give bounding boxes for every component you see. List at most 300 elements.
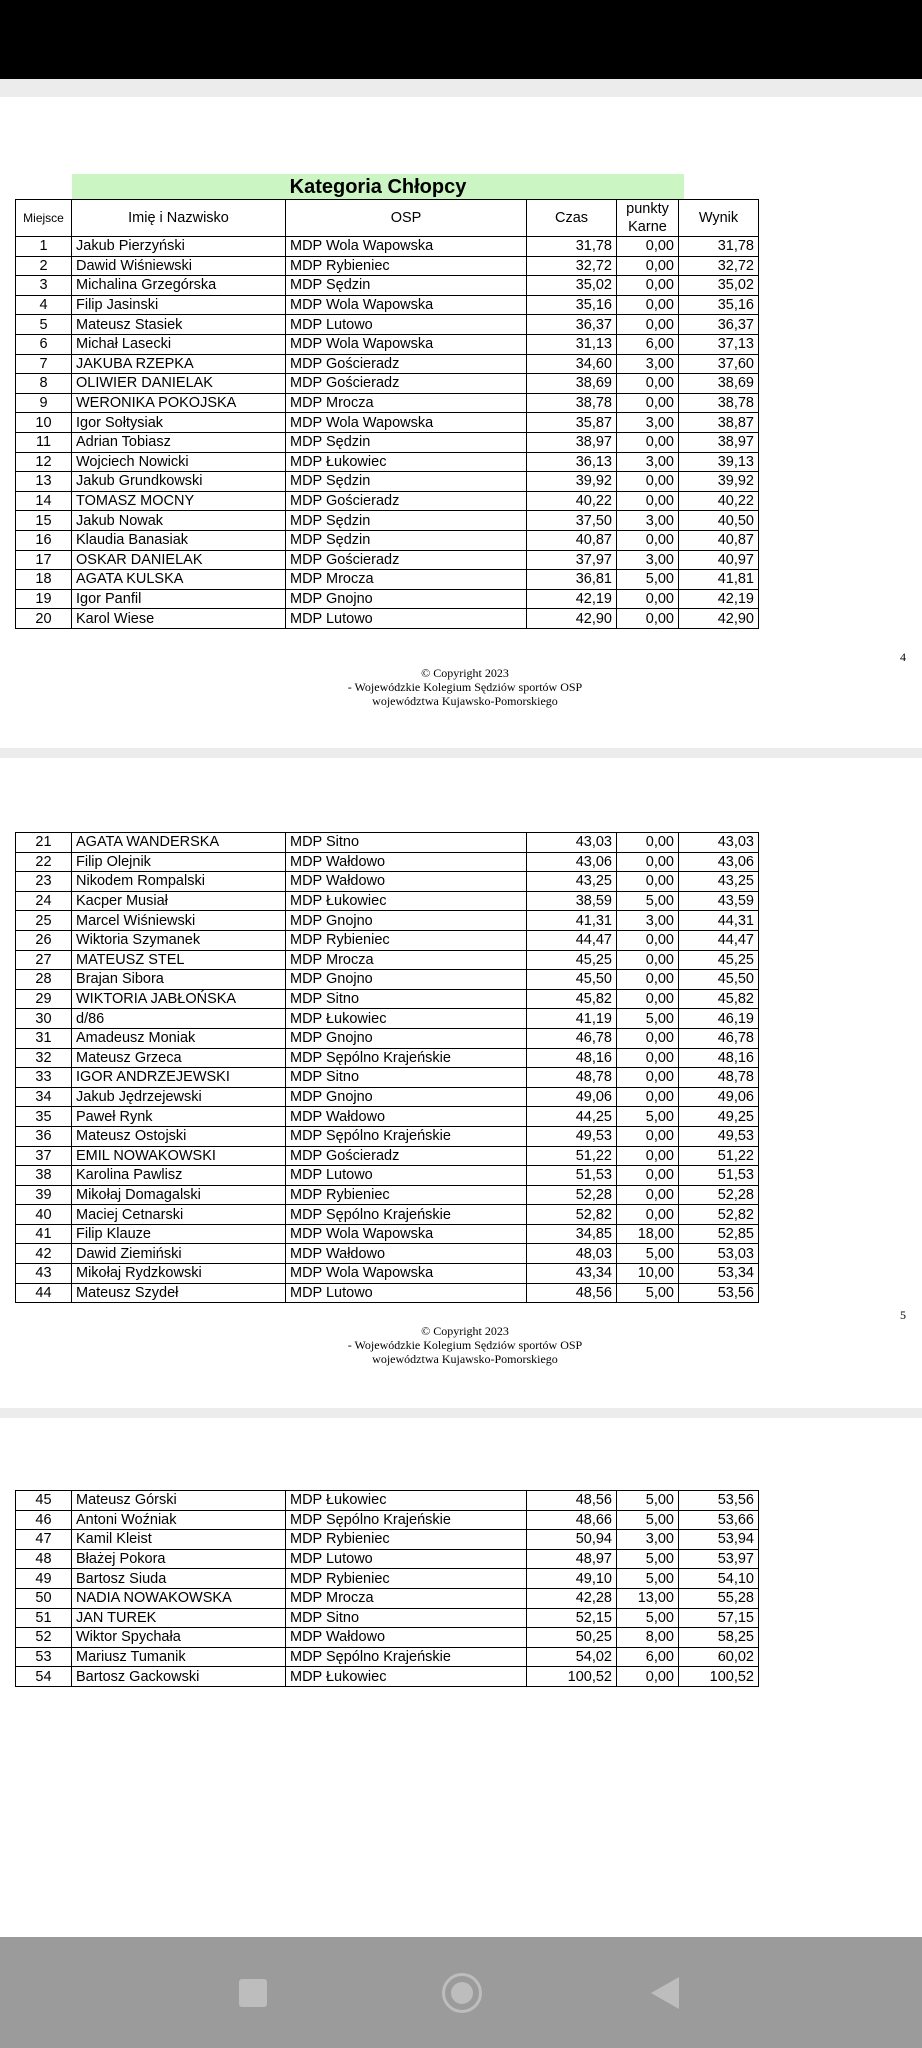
table-row <box>16 491 759 511</box>
table-row <box>16 1510 759 1530</box>
cell-place: 35 <box>16 1107 72 1127</box>
cell-penalty: 0,00 <box>617 491 679 511</box>
footer-line-2: - Wojewódzkie Kolegium Sędziów sportów OSP <box>347 1338 583 1352</box>
cell-result: 53,66 <box>679 1510 759 1530</box>
cell-penalty: 5,00 <box>617 1009 679 1029</box>
cell-name: Adrian Tobiasz <box>72 432 286 452</box>
cell-place: 52 <box>16 1628 72 1648</box>
circle-icon[interactable] <box>442 1973 482 2013</box>
cell-osp: MDP Wola Wapowska <box>286 237 527 257</box>
table-row <box>16 256 759 276</box>
table-row <box>16 911 759 931</box>
cell-name: Wiktoria Szymanek <box>72 930 286 950</box>
cell-name: NADIA NOWAKOWSKA <box>72 1588 286 1608</box>
cell-result: 49,53 <box>679 1126 759 1146</box>
cell-result: 49,25 <box>679 1107 759 1127</box>
cell-penalty: 0,00 <box>617 1205 679 1225</box>
cell-osp: MDP Wola Wapowska <box>286 413 527 433</box>
header-name: Imię i Nazwisko <box>72 200 286 237</box>
cell-time: 42,28 <box>527 1588 617 1608</box>
cell-time: 49,53 <box>527 1126 617 1146</box>
cell-place: 1 <box>16 237 72 257</box>
cell-osp: MDP Mrocza <box>286 570 527 590</box>
cell-name: Michał Lasecki <box>72 334 286 354</box>
cell-name: Bartosz Gackowski <box>72 1667 286 1687</box>
footer-line-2: - Wojewódzkie Kolegium Sędziów sportów OSP <box>347 680 583 694</box>
table-row <box>16 833 759 853</box>
cell-time: 52,82 <box>527 1205 617 1225</box>
cell-time: 34,85 <box>527 1224 617 1244</box>
cell-time: 39,92 <box>527 472 617 492</box>
cell-place: 46 <box>16 1510 72 1530</box>
results-table-page-5 <box>15 832 759 1303</box>
cell-osp: MDP Lutowo <box>286 315 527 335</box>
cell-result: 37,13 <box>679 334 759 354</box>
cell-time: 100,52 <box>527 1667 617 1687</box>
cell-name: Mateusz Górski <box>72 1491 286 1511</box>
cell-place: 45 <box>16 1491 72 1511</box>
footer-line-3: województwa Kujawsko-Pomorskiego <box>372 694 558 708</box>
cell-time: 38,97 <box>527 432 617 452</box>
cell-place: 38 <box>16 1166 72 1186</box>
cell-name: Marcel Wiśniewski <box>72 911 286 931</box>
results-table-page-6 <box>15 1490 759 1687</box>
table-row <box>16 1628 759 1648</box>
cell-penalty: 5,00 <box>617 1283 679 1303</box>
cell-place: 29 <box>16 989 72 1009</box>
table-row <box>16 930 759 950</box>
cell-name: Mikołaj Rydzkowski <box>72 1264 286 1284</box>
table-row <box>16 276 759 296</box>
cell-penalty: 0,00 <box>617 609 679 629</box>
cell-name: Mateusz Stasiek <box>72 315 286 335</box>
cell-penalty: 0,00 <box>617 472 679 492</box>
cell-time: 37,50 <box>527 511 617 531</box>
cell-penalty: 6,00 <box>617 1647 679 1667</box>
cell-name: Jakub Grundkowski <box>72 472 286 492</box>
cell-result: 54,10 <box>679 1569 759 1589</box>
table-row <box>16 872 759 892</box>
cell-place: 54 <box>16 1667 72 1687</box>
table-row <box>16 1588 759 1608</box>
cell-penalty: 3,00 <box>617 911 679 931</box>
table-row <box>16 315 759 335</box>
cell-osp: MDP Rybieniec <box>286 930 527 950</box>
cell-name: Dawid Ziemiński <box>72 1244 286 1264</box>
cell-place: 50 <box>16 1588 72 1608</box>
table-row <box>16 1185 759 1205</box>
cell-place: 8 <box>16 374 72 394</box>
cell-time: 43,25 <box>527 872 617 892</box>
cell-penalty: 0,00 <box>617 1166 679 1186</box>
cell-time: 43,34 <box>527 1264 617 1284</box>
table-row <box>16 589 759 609</box>
cell-name: OLIWIER DANIELAK <box>72 374 286 394</box>
cell-place: 12 <box>16 452 72 472</box>
cell-result: 43,06 <box>679 852 759 872</box>
cell-name: JAKUBA RZEPKA <box>72 354 286 374</box>
cell-name: Mariusz Tumanik <box>72 1647 286 1667</box>
cell-place: 14 <box>16 491 72 511</box>
cell-result: 49,06 <box>679 1087 759 1107</box>
cell-name: IGOR ANDRZEJEWSKI <box>72 1068 286 1088</box>
cell-time: 40,87 <box>527 530 617 550</box>
cell-time: 48,56 <box>527 1283 617 1303</box>
table-row <box>16 1009 759 1029</box>
cell-penalty: 5,00 <box>617 1107 679 1127</box>
cell-result: 53,56 <box>679 1283 759 1303</box>
cell-name: Karolina Pawlisz <box>72 1166 286 1186</box>
cell-penalty: 5,00 <box>617 891 679 911</box>
cell-osp: MDP Gnojno <box>286 1087 527 1107</box>
cell-place: 21 <box>16 833 72 853</box>
cell-place: 36 <box>16 1126 72 1146</box>
cell-osp: MDP Sitno <box>286 989 527 1009</box>
header-result: Wynik <box>679 200 759 237</box>
cell-time: 35,02 <box>527 276 617 296</box>
category-title: Kategoria Chłopcy <box>72 174 684 200</box>
cell-penalty: 0,00 <box>617 1087 679 1107</box>
cell-result: 42,19 <box>679 589 759 609</box>
cell-place: 11 <box>16 432 72 452</box>
cell-penalty: 0,00 <box>617 432 679 452</box>
cell-place: 27 <box>16 950 72 970</box>
table-row <box>16 472 759 492</box>
cell-result: 51,22 <box>679 1146 759 1166</box>
table-row <box>16 354 759 374</box>
footer-copyright: © Copyright 2023 <box>421 666 509 680</box>
cell-penalty: 5,00 <box>617 1244 679 1264</box>
cell-name: AGATA WANDERSKA <box>72 833 286 853</box>
cell-result: 53,97 <box>679 1549 759 1569</box>
cell-osp: MDP Łukowiec <box>286 1491 527 1511</box>
cell-result: 53,94 <box>679 1530 759 1550</box>
table-row <box>16 1283 759 1303</box>
cell-place: 32 <box>16 1048 72 1068</box>
cell-place: 18 <box>16 570 72 590</box>
cell-place: 19 <box>16 589 72 609</box>
cell-result: 58,25 <box>679 1628 759 1648</box>
table-row <box>16 1608 759 1628</box>
cell-penalty: 0,00 <box>617 833 679 853</box>
cell-penalty: 0,00 <box>617 589 679 609</box>
cell-osp: MDP Wałdowo <box>286 852 527 872</box>
cell-time: 48,56 <box>527 1491 617 1511</box>
cell-place: 43 <box>16 1264 72 1284</box>
cell-result: 40,22 <box>679 491 759 511</box>
cell-time: 36,81 <box>527 570 617 590</box>
cell-place: 10 <box>16 413 72 433</box>
cell-name: Błażej Pokora <box>72 1549 286 1569</box>
cell-penalty: 0,00 <box>617 393 679 413</box>
cell-name: Maciej Cetnarski <box>72 1205 286 1225</box>
table-header-row <box>16 200 759 237</box>
cell-place: 7 <box>16 354 72 374</box>
table-row <box>16 609 759 629</box>
cell-penalty: 5,00 <box>617 1491 679 1511</box>
cell-osp: MDP Rybieniec <box>286 256 527 276</box>
cell-penalty: 0,00 <box>617 989 679 1009</box>
cell-name: Antoni Woźniak <box>72 1510 286 1530</box>
cell-penalty: 3,00 <box>617 413 679 433</box>
cell-place: 41 <box>16 1224 72 1244</box>
cell-result: 52,82 <box>679 1205 759 1225</box>
cell-place: 34 <box>16 1087 72 1107</box>
table-body <box>16 833 759 1303</box>
cell-osp: MDP Mrocza <box>286 950 527 970</box>
cell-osp: MDP Sędzin <box>286 511 527 531</box>
cell-time: 37,97 <box>527 550 617 570</box>
cell-osp: MDP Sędzin <box>286 432 527 452</box>
cell-penalty: 3,00 <box>617 511 679 531</box>
cell-result: 37,60 <box>679 354 759 374</box>
cell-penalty: 0,00 <box>617 295 679 315</box>
cell-penalty: 3,00 <box>617 452 679 472</box>
cell-penalty: 5,00 <box>617 570 679 590</box>
cell-osp: MDP Gościeradz <box>286 550 527 570</box>
table-row <box>16 1166 759 1186</box>
cell-place: 15 <box>16 511 72 531</box>
cell-time: 43,06 <box>527 852 617 872</box>
cell-place: 16 <box>16 530 72 550</box>
cell-osp: MDP Sędzin <box>286 276 527 296</box>
cell-osp: MDP Łukowiec <box>286 1009 527 1029</box>
cell-place: 39 <box>16 1185 72 1205</box>
cell-osp: MDP Mrocza <box>286 1588 527 1608</box>
cell-result: 55,28 <box>679 1588 759 1608</box>
cell-place: 17 <box>16 550 72 570</box>
cell-time: 48,03 <box>527 1244 617 1264</box>
cell-osp: MDP Sępólno Krajeńskie <box>286 1126 527 1146</box>
cell-time: 42,90 <box>527 609 617 629</box>
cell-name: Dawid Wiśniewski <box>72 256 286 276</box>
cell-osp: MDP Wałdowo <box>286 872 527 892</box>
cell-time: 31,13 <box>527 334 617 354</box>
cell-osp: MDP Wola Wapowska <box>286 1264 527 1284</box>
cell-name: d/86 <box>72 1009 286 1029</box>
cell-time: 50,25 <box>527 1628 617 1648</box>
cell-name: Mateusz Szydeł <box>72 1283 286 1303</box>
cell-osp: MDP Lutowo <box>286 1283 527 1303</box>
table-row <box>16 852 759 872</box>
table-row <box>16 891 759 911</box>
table-row <box>16 511 759 531</box>
table-row <box>16 393 759 413</box>
cell-result: 44,47 <box>679 930 759 950</box>
cell-penalty: 10,00 <box>617 1264 679 1284</box>
cell-name: Mateusz Grzeca <box>72 1048 286 1068</box>
cell-time: 41,19 <box>527 1009 617 1029</box>
cell-penalty: 3,00 <box>617 550 679 570</box>
cell-name: Filip Olejnik <box>72 852 286 872</box>
cell-osp: MDP Sitno <box>286 1608 527 1628</box>
table-row <box>16 1048 759 1068</box>
cell-osp: MDP Sępólno Krajeńskie <box>286 1205 527 1225</box>
cell-time: 45,50 <box>527 970 617 990</box>
cell-result: 48,78 <box>679 1068 759 1088</box>
cell-time: 35,16 <box>527 295 617 315</box>
cell-result: 45,25 <box>679 950 759 970</box>
cell-time: 38,78 <box>527 393 617 413</box>
cell-name: Paweł Rynk <box>72 1107 286 1127</box>
cell-osp: MDP Rybieniec <box>286 1569 527 1589</box>
cell-place: 42 <box>16 1244 72 1264</box>
cell-place: 6 <box>16 334 72 354</box>
cell-result: 40,50 <box>679 511 759 531</box>
cell-result: 32,72 <box>679 256 759 276</box>
cell-result: 45,82 <box>679 989 759 1009</box>
cell-name: Jakub Pierzyński <box>72 237 286 257</box>
cell-place: 47 <box>16 1530 72 1550</box>
cell-osp: MDP Gościeradz <box>286 491 527 511</box>
cell-result: 45,50 <box>679 970 759 990</box>
cell-name: Brajan Sibora <box>72 970 286 990</box>
cell-penalty: 0,00 <box>617 950 679 970</box>
table-row <box>16 1068 759 1088</box>
cell-penalty: 3,00 <box>617 1530 679 1550</box>
cell-result: 43,59 <box>679 891 759 911</box>
cell-time: 49,10 <box>527 1569 617 1589</box>
cell-osp: MDP Sępólno Krajeńskie <box>286 1048 527 1068</box>
cell-osp: MDP Gnojno <box>286 911 527 931</box>
cell-name: Amadeusz Moniak <box>72 1028 286 1048</box>
cell-penalty: 18,00 <box>617 1224 679 1244</box>
cell-osp: MDP Lutowo <box>286 609 527 629</box>
page-gap <box>0 79 922 97</box>
triangle-back-icon[interactable] <box>651 1977 679 2009</box>
cell-time: 36,37 <box>527 315 617 335</box>
footer-line-3: województwa Kujawsko-Pomorskiego <box>372 1352 558 1366</box>
cell-time: 45,82 <box>527 989 617 1009</box>
square-icon[interactable] <box>239 1979 267 2007</box>
cell-time: 40,22 <box>527 491 617 511</box>
cell-name: WERONIKA POKOJSKA <box>72 393 286 413</box>
cell-place: 20 <box>16 609 72 629</box>
cell-result: 51,53 <box>679 1166 759 1186</box>
table-row <box>16 1647 759 1667</box>
cell-result: 39,13 <box>679 452 759 472</box>
cell-time: 44,25 <box>527 1107 617 1127</box>
cell-result: 39,92 <box>679 472 759 492</box>
cell-place: 33 <box>16 1068 72 1088</box>
table-row <box>16 530 759 550</box>
cell-penalty: 0,00 <box>617 1667 679 1687</box>
table-row <box>16 237 759 257</box>
cell-osp: MDP Sępólno Krajeńskie <box>286 1510 527 1530</box>
cell-osp: MDP Łukowiec <box>286 891 527 911</box>
table-row <box>16 1264 759 1284</box>
cell-osp: MDP Wola Wapowska <box>286 295 527 315</box>
cell-penalty: 0,00 <box>617 315 679 335</box>
table-row <box>16 1224 759 1244</box>
cell-penalty: 0,00 <box>617 930 679 950</box>
cell-name: Kacper Musiał <box>72 891 286 911</box>
cell-time: 46,78 <box>527 1028 617 1048</box>
cell-osp: MDP Gnojno <box>286 589 527 609</box>
cell-place: 23 <box>16 872 72 892</box>
page-footer <box>300 666 630 708</box>
table-row <box>16 1491 759 1511</box>
cell-result: 31,78 <box>679 237 759 257</box>
cell-penalty: 0,00 <box>617 1028 679 1048</box>
table-row <box>16 432 759 452</box>
table-row <box>16 374 759 394</box>
cell-result: 52,85 <box>679 1224 759 1244</box>
cell-penalty: 6,00 <box>617 334 679 354</box>
cell-result: 41,81 <box>679 570 759 590</box>
cell-result: 44,31 <box>679 911 759 931</box>
cell-time: 36,13 <box>527 452 617 472</box>
cell-place: 31 <box>16 1028 72 1048</box>
cell-name: TOMASZ MOCNY <box>72 491 286 511</box>
cell-name: AGATA KULSKA <box>72 570 286 590</box>
cell-result: 46,78 <box>679 1028 759 1048</box>
cell-result: 53,03 <box>679 1244 759 1264</box>
table-row <box>16 1244 759 1264</box>
cell-osp: MDP Mrocza <box>286 393 527 413</box>
cell-time: 41,31 <box>527 911 617 931</box>
cell-osp: MDP Rybieniec <box>286 1185 527 1205</box>
cell-osp: MDP Gnojno <box>286 1028 527 1048</box>
cell-result: 53,34 <box>679 1264 759 1284</box>
cell-time: 52,28 <box>527 1185 617 1205</box>
cell-osp: MDP Lutowo <box>286 1166 527 1186</box>
cell-penalty: 5,00 <box>617 1510 679 1530</box>
cell-place: 37 <box>16 1146 72 1166</box>
cell-place: 26 <box>16 930 72 950</box>
cell-time: 54,02 <box>527 1647 617 1667</box>
cell-result: 100,52 <box>679 1667 759 1687</box>
table-row <box>16 570 759 590</box>
table-row <box>16 1530 759 1550</box>
cell-time: 52,15 <box>527 1608 617 1628</box>
cell-osp: MDP Wola Wapowska <box>286 334 527 354</box>
cell-place: 13 <box>16 472 72 492</box>
cell-penalty: 5,00 <box>617 1549 679 1569</box>
cell-time: 34,60 <box>527 354 617 374</box>
table-row <box>16 1569 759 1589</box>
results-table-page-4 <box>15 199 759 629</box>
cell-place: 25 <box>16 911 72 931</box>
cell-name: Wiktor Spychała <box>72 1628 286 1648</box>
cell-place: 51 <box>16 1608 72 1628</box>
cell-time: 45,25 <box>527 950 617 970</box>
table-row <box>16 1028 759 1048</box>
cell-name: Karol Wiese <box>72 609 286 629</box>
cell-osp: MDP Sędzin <box>286 472 527 492</box>
cell-name: EMIL NOWAKOWSKI <box>72 1146 286 1166</box>
cell-place: 9 <box>16 393 72 413</box>
cell-penalty: 0,00 <box>617 1048 679 1068</box>
header-time: Czas <box>527 200 617 237</box>
cell-osp: MDP Wola Wapowska <box>286 1224 527 1244</box>
cell-name: JAN TUREK <box>72 1608 286 1628</box>
cell-name: OSKAR DANIELAK <box>72 550 286 570</box>
cell-osp: MDP Sitno <box>286 833 527 853</box>
cell-name: Jakub Jędrzejewski <box>72 1087 286 1107</box>
cell-name: Igor Panfil <box>72 589 286 609</box>
cell-time: 48,78 <box>527 1068 617 1088</box>
status-bar <box>0 0 922 79</box>
cell-time: 32,72 <box>527 256 617 276</box>
cell-result: 38,69 <box>679 374 759 394</box>
cell-place: 40 <box>16 1205 72 1225</box>
cell-time: 48,97 <box>527 1549 617 1569</box>
cell-osp: MDP Łukowiec <box>286 452 527 472</box>
cell-result: 38,78 <box>679 393 759 413</box>
cell-result: 57,15 <box>679 1608 759 1628</box>
cell-time: 48,66 <box>527 1510 617 1530</box>
